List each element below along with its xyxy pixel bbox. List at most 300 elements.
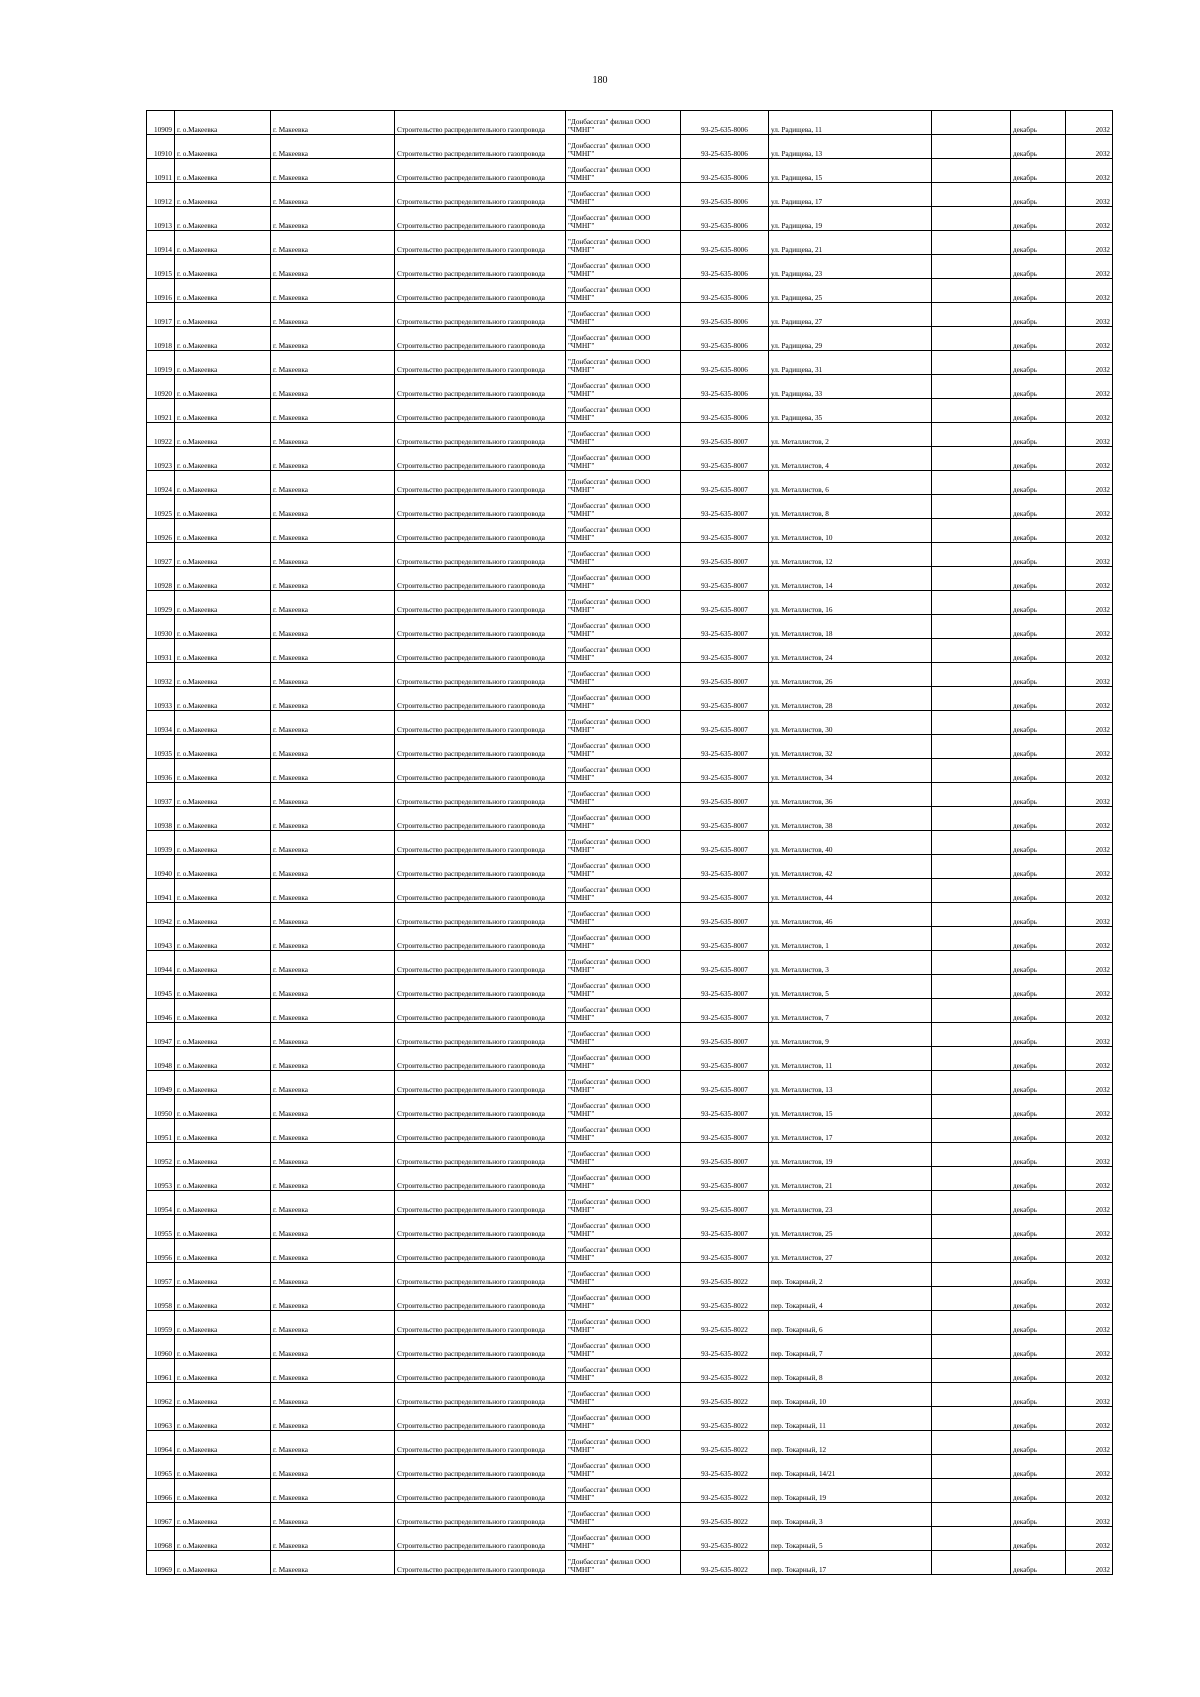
address-cell: ул. Радищева, 17: [769, 183, 932, 207]
city-cell: г. Макеевка: [271, 975, 395, 999]
work-type-cell: Строительство распределительного газопровода: [395, 927, 566, 951]
work-type-cell: Строительство распределительного газопровода: [395, 615, 566, 639]
organization-cell: "Донбассгаз" филиал ООО "ЧМНГ": [566, 327, 681, 351]
work-type-cell: Строительство распределительного газопровода: [395, 1071, 566, 1095]
city-cell: г. Макеевка: [271, 519, 395, 543]
address-cell: ул. Металлистов, 24: [769, 639, 932, 663]
object-code-cell: 93-25-635-8007: [681, 447, 769, 471]
row-number-cell: 10955: [147, 1215, 175, 1239]
organization-cell: "Донбассгаз" филиал ООО "ЧМНГ": [566, 1527, 681, 1551]
organization-cell: "Донбассгаз" филиал ООО "ЧМНГ": [566, 1071, 681, 1095]
work-type-cell: Строительство распределительного газопровода: [395, 1023, 566, 1047]
table-row: [147, 1215, 1113, 1239]
address-cell: ул. Металлистов, 6: [769, 471, 932, 495]
object-code-cell: 93-25-635-8022: [681, 1359, 769, 1383]
year-cell: 2032: [1066, 423, 1113, 447]
month-cell: декабрь: [1011, 1455, 1066, 1479]
empty-cell: [932, 495, 1011, 519]
work-type-cell: Строительство распределительного газопровода: [395, 855, 566, 879]
month-cell: декабрь: [1011, 687, 1066, 711]
work-type-cell: Строительство распределительного газопровода: [395, 1215, 566, 1239]
object-code-cell: 93-25-635-8007: [681, 1047, 769, 1071]
organization-cell: "Донбассгаз" филиал ООО "ЧМНГ": [566, 1023, 681, 1047]
address-cell: ул. Металлистов, 13: [769, 1071, 932, 1095]
row-number-cell: 10954: [147, 1191, 175, 1215]
district-cell: г. о.Макеевка: [175, 1047, 271, 1071]
district-cell: г. о.Макеевка: [175, 687, 271, 711]
month-cell: декабрь: [1011, 783, 1066, 807]
row-number-cell: 10914: [147, 231, 175, 255]
month-cell: декабрь: [1011, 735, 1066, 759]
district-cell: г. о.Макеевка: [175, 1095, 271, 1119]
year-cell: 2032: [1066, 927, 1113, 951]
district-cell: г. о.Макеевка: [175, 951, 271, 975]
object-code-cell: 93-25-635-8022: [681, 1383, 769, 1407]
object-code-cell: 93-25-635-8007: [681, 687, 769, 711]
table-row: [147, 1407, 1113, 1431]
year-cell: 2032: [1066, 1023, 1113, 1047]
work-type-cell: Строительство распределительного газопровода: [395, 1119, 566, 1143]
row-number-cell: 10948: [147, 1047, 175, 1071]
table-row: [147, 567, 1113, 591]
city-cell: г. Макеевка: [271, 1407, 395, 1431]
address-cell: пер. Токарный, 10: [769, 1383, 932, 1407]
district-cell: г. о.Макеевка: [175, 1503, 271, 1527]
row-number-cell: 10929: [147, 591, 175, 615]
object-code-cell: 93-25-635-8007: [681, 975, 769, 999]
empty-cell: [932, 663, 1011, 687]
object-code-cell: 93-25-635-8006: [681, 159, 769, 183]
work-type-cell: Строительство распределительного газопровода: [395, 1239, 566, 1263]
organization-cell: "Донбассгаз" филиал ООО "ЧМНГ": [566, 1335, 681, 1359]
work-type-cell: Строительство распределительного газопровода: [395, 1095, 566, 1119]
table-row: [147, 447, 1113, 471]
district-cell: г. о.Макеевка: [175, 447, 271, 471]
year-cell: 2032: [1066, 663, 1113, 687]
object-code-cell: 93-25-635-8006: [681, 183, 769, 207]
object-code-cell: 93-25-635-8007: [681, 783, 769, 807]
table-row: [147, 951, 1113, 975]
organization-cell: "Донбассгаз" филиал ООО "ЧМНГ": [566, 1287, 681, 1311]
month-cell: декабрь: [1011, 927, 1066, 951]
empty-cell: [932, 735, 1011, 759]
organization-cell: "Донбассгаз" филиал ООО "ЧМНГ": [566, 975, 681, 999]
work-type-cell: Строительство распределительного газопровода: [395, 1359, 566, 1383]
object-code-cell: 93-25-635-8007: [681, 1143, 769, 1167]
month-cell: декабрь: [1011, 1263, 1066, 1287]
object-code-cell: 93-25-635-8007: [681, 471, 769, 495]
address-cell: ул. Металлистов, 21: [769, 1167, 932, 1191]
empty-cell: [932, 351, 1011, 375]
work-type-cell: Строительство распределительного газопровода: [395, 735, 566, 759]
work-type-cell: Строительство распределительного газопровода: [395, 255, 566, 279]
city-cell: г. Макеевка: [271, 1335, 395, 1359]
work-type-cell: Строительство распределительного газопровода: [395, 1047, 566, 1071]
empty-cell: [932, 1407, 1011, 1431]
object-code-cell: 93-25-635-8007: [681, 1215, 769, 1239]
city-cell: г. Макеевка: [271, 231, 395, 255]
empty-cell: [932, 1335, 1011, 1359]
city-cell: г. Макеевка: [271, 1095, 395, 1119]
month-cell: декабрь: [1011, 327, 1066, 351]
city-cell: г. Макеевка: [271, 1287, 395, 1311]
year-cell: 2032: [1066, 399, 1113, 423]
organization-cell: "Донбассгаз" филиал ООО "ЧМНГ": [566, 303, 681, 327]
row-number-cell: 10950: [147, 1095, 175, 1119]
table-row: [147, 1455, 1113, 1479]
row-number-cell: 10957: [147, 1263, 175, 1287]
month-cell: декабрь: [1011, 639, 1066, 663]
table-row: [147, 495, 1113, 519]
work-type-cell: Строительство распределительного газопровода: [395, 903, 566, 927]
month-cell: декабрь: [1011, 1503, 1066, 1527]
month-cell: декабрь: [1011, 1143, 1066, 1167]
empty-cell: [932, 1479, 1011, 1503]
object-code-cell: 93-25-635-8006: [681, 255, 769, 279]
year-cell: 2032: [1066, 831, 1113, 855]
row-number-cell: 10952: [147, 1143, 175, 1167]
empty-cell: [932, 975, 1011, 999]
table-row: [147, 1191, 1113, 1215]
empty-cell: [932, 519, 1011, 543]
district-cell: г. о.Макеевка: [175, 111, 271, 135]
object-code-cell: 93-25-635-8006: [681, 231, 769, 255]
row-number-cell: 10947: [147, 1023, 175, 1047]
work-type-cell: Строительство распределительного газопровода: [395, 711, 566, 735]
work-type-cell: Строительство распределительного газопровода: [395, 471, 566, 495]
address-cell: ул. Радищева, 15: [769, 159, 932, 183]
district-cell: г. о.Макеевка: [175, 831, 271, 855]
row-number-cell: 10933: [147, 687, 175, 711]
empty-cell: [932, 1167, 1011, 1191]
object-code-cell: 93-25-635-8006: [681, 111, 769, 135]
organization-cell: "Донбассгаз" филиал ООО "ЧМНГ": [566, 423, 681, 447]
address-cell: ул. Металлистов, 44: [769, 879, 932, 903]
organization-cell: "Донбассгаз" филиал ООО "ЧМНГ": [566, 1143, 681, 1167]
district-cell: г. о.Макеевка: [175, 495, 271, 519]
empty-cell: [932, 1311, 1011, 1335]
work-type-cell: Строительство распределительного газопровода: [395, 567, 566, 591]
organization-cell: "Донбассгаз" филиал ООО "ЧМНГ": [566, 1119, 681, 1143]
work-type-cell: Строительство распределительного газопровода: [395, 1407, 566, 1431]
city-cell: г. Макеевка: [271, 711, 395, 735]
organization-cell: "Донбассгаз" филиал ООО "ЧМНГ": [566, 1311, 681, 1335]
address-cell: ул. Металлистов, 32: [769, 735, 932, 759]
table-row: [147, 1503, 1113, 1527]
year-cell: 2032: [1066, 1407, 1113, 1431]
city-cell: г. Макеевка: [271, 543, 395, 567]
district-cell: г. о.Макеевка: [175, 735, 271, 759]
table-row: [147, 1239, 1113, 1263]
address-cell: ул. Металлистов, 26: [769, 663, 932, 687]
district-cell: г. о.Макеевка: [175, 711, 271, 735]
object-code-cell: 93-25-635-8007: [681, 639, 769, 663]
year-cell: 2032: [1066, 903, 1113, 927]
month-cell: декабрь: [1011, 591, 1066, 615]
row-number-cell: 10940: [147, 855, 175, 879]
address-cell: ул. Радищева, 35: [769, 399, 932, 423]
city-cell: г. Макеевка: [271, 447, 395, 471]
address-cell: ул. Металлистов, 8: [769, 495, 932, 519]
object-code-cell: 93-25-635-8007: [681, 735, 769, 759]
district-cell: г. о.Макеевка: [175, 999, 271, 1023]
month-cell: декабрь: [1011, 495, 1066, 519]
object-code-cell: 93-25-635-8007: [681, 879, 769, 903]
empty-cell: [932, 423, 1011, 447]
district-cell: г. о.Макеевка: [175, 783, 271, 807]
object-code-cell: 93-25-635-8022: [681, 1527, 769, 1551]
organization-cell: "Донбассгаз" филиал ООО "ЧМНГ": [566, 591, 681, 615]
month-cell: декабрь: [1011, 1407, 1066, 1431]
address-cell: пер. Токарный, 11: [769, 1407, 932, 1431]
work-type-cell: Строительство распределительного газопровода: [395, 159, 566, 183]
object-code-cell: 93-25-635-8007: [681, 495, 769, 519]
city-cell: г. Макеевка: [271, 663, 395, 687]
row-number-cell: 10965: [147, 1455, 175, 1479]
address-cell: ул. Металлистов, 16: [769, 591, 932, 615]
address-cell: ул. Радищева, 27: [769, 303, 932, 327]
city-cell: г. Макеевка: [271, 903, 395, 927]
year-cell: 2032: [1066, 687, 1113, 711]
work-type-cell: Строительство распределительного газопровода: [395, 1143, 566, 1167]
month-cell: декабрь: [1011, 1335, 1066, 1359]
month-cell: декабрь: [1011, 711, 1066, 735]
work-type-cell: Строительство распределительного газопровода: [395, 1167, 566, 1191]
district-cell: г. о.Макеевка: [175, 351, 271, 375]
year-cell: 2032: [1066, 807, 1113, 831]
work-type-cell: Строительство распределительного газопровода: [395, 1287, 566, 1311]
table-row: [147, 159, 1113, 183]
month-cell: декабрь: [1011, 375, 1066, 399]
work-type-cell: Строительство распределительного газопровода: [395, 519, 566, 543]
table-row: [147, 183, 1113, 207]
row-number-cell: 10941: [147, 879, 175, 903]
object-code-cell: 93-25-635-8007: [681, 807, 769, 831]
year-cell: 2032: [1066, 615, 1113, 639]
district-cell: г. о.Макеевка: [175, 279, 271, 303]
city-cell: г. Макеевка: [271, 1191, 395, 1215]
year-cell: 2032: [1066, 1431, 1113, 1455]
table-row: [147, 423, 1113, 447]
table-row: [147, 831, 1113, 855]
address-cell: ул. Металлистов, 14: [769, 567, 932, 591]
object-code-cell: 93-25-635-8006: [681, 135, 769, 159]
month-cell: декабрь: [1011, 879, 1066, 903]
city-cell: г. Макеевка: [271, 1263, 395, 1287]
row-number-cell: 10926: [147, 519, 175, 543]
year-cell: 2032: [1066, 279, 1113, 303]
row-number-cell: 10943: [147, 927, 175, 951]
row-number-cell: 10949: [147, 1071, 175, 1095]
object-code-cell: 93-25-635-8006: [681, 375, 769, 399]
organization-cell: "Донбассгаз" филиал ООО "ЧМНГ": [566, 903, 681, 927]
table-body: [147, 111, 1113, 1575]
object-code-cell: 93-25-635-8006: [681, 207, 769, 231]
work-type-cell: Строительство распределительного газопровода: [395, 1191, 566, 1215]
district-cell: г. о.Макеевка: [175, 1311, 271, 1335]
city-cell: г. Макеевка: [271, 183, 395, 207]
city-cell: г. Макеевка: [271, 1215, 395, 1239]
work-type-cell: Строительство распределительного газопровода: [395, 1311, 566, 1335]
year-cell: 2032: [1066, 1503, 1113, 1527]
row-number-cell: 10959: [147, 1311, 175, 1335]
month-cell: декабрь: [1011, 663, 1066, 687]
organization-cell: "Донбассгаз" филиал ООО "ЧМНГ": [566, 1191, 681, 1215]
address-cell: ул. Металлистов, 25: [769, 1215, 932, 1239]
district-cell: г. о.Макеевка: [175, 975, 271, 999]
work-type-cell: Строительство распределительного газопровода: [395, 207, 566, 231]
organization-cell: "Донбассгаз" филиал ООО "ЧМНГ": [566, 231, 681, 255]
address-cell: пер. Токарный, 17: [769, 1551, 932, 1575]
organization-cell: "Донбассгаз" филиал ООО "ЧМНГ": [566, 495, 681, 519]
district-cell: г. о.Макеевка: [175, 1455, 271, 1479]
month-cell: декабрь: [1011, 1023, 1066, 1047]
year-cell: 2032: [1066, 1167, 1113, 1191]
row-number-cell: 10928: [147, 567, 175, 591]
month-cell: декабрь: [1011, 999, 1066, 1023]
row-number-cell: 10924: [147, 471, 175, 495]
month-cell: декабрь: [1011, 567, 1066, 591]
table-row: [147, 1335, 1113, 1359]
district-cell: г. о.Макеевка: [175, 471, 271, 495]
organization-cell: "Донбассгаз" филиал ООО "ЧМНГ": [566, 1167, 681, 1191]
city-cell: г. Макеевка: [271, 399, 395, 423]
month-cell: декабрь: [1011, 1383, 1066, 1407]
organization-cell: "Донбассгаз" филиал ООО "ЧМНГ": [566, 399, 681, 423]
year-cell: 2032: [1066, 1311, 1113, 1335]
month-cell: декабрь: [1011, 1071, 1066, 1095]
city-cell: г. Макеевка: [271, 1239, 395, 1263]
city-cell: г. Макеевка: [271, 351, 395, 375]
city-cell: г. Макеевка: [271, 423, 395, 447]
city-cell: г. Макеевка: [271, 111, 395, 135]
city-cell: г. Макеевка: [271, 1047, 395, 1071]
city-cell: г. Макеевка: [271, 639, 395, 663]
address-cell: ул. Радищева, 19: [769, 207, 932, 231]
year-cell: 2032: [1066, 783, 1113, 807]
table-row: [147, 591, 1113, 615]
district-cell: г. о.Макеевка: [175, 1263, 271, 1287]
organization-cell: "Донбассгаз" филиал ООО "ЧМНГ": [566, 375, 681, 399]
district-cell: г. о.Макеевка: [175, 375, 271, 399]
empty-cell: [932, 1431, 1011, 1455]
district-cell: г. о.Макеевка: [175, 1143, 271, 1167]
table-row: [147, 207, 1113, 231]
work-type-cell: Строительство распределительного газопровода: [395, 591, 566, 615]
year-cell: 2032: [1066, 711, 1113, 735]
empty-cell: [932, 1263, 1011, 1287]
table-row: [147, 1431, 1113, 1455]
organization-cell: "Донбассгаз" филиал ООО "ЧМНГ": [566, 183, 681, 207]
table-row: [147, 1143, 1113, 1167]
month-cell: декабрь: [1011, 1095, 1066, 1119]
district-cell: г. о.Макеевка: [175, 1431, 271, 1455]
row-number-cell: 10969: [147, 1551, 175, 1575]
district-cell: г. о.Макеевка: [175, 639, 271, 663]
empty-cell: [932, 183, 1011, 207]
month-cell: декабрь: [1011, 399, 1066, 423]
city-cell: г. Макеевка: [271, 303, 395, 327]
month-cell: декабрь: [1011, 255, 1066, 279]
object-code-cell: 93-25-635-8007: [681, 711, 769, 735]
district-cell: г. о.Макеевка: [175, 807, 271, 831]
row-number-cell: 10909: [147, 111, 175, 135]
work-type-cell: Строительство распределительного газопровода: [395, 1479, 566, 1503]
table-row: [147, 471, 1113, 495]
row-number-cell: 10913: [147, 207, 175, 231]
year-cell: 2032: [1066, 1047, 1113, 1071]
table-row: [147, 855, 1113, 879]
row-number-cell: 10912: [147, 183, 175, 207]
address-cell: ул. Металлистов, 28: [769, 687, 932, 711]
month-cell: декабрь: [1011, 1047, 1066, 1071]
month-cell: декабрь: [1011, 1215, 1066, 1239]
table-row: [147, 639, 1113, 663]
month-cell: декабрь: [1011, 1527, 1066, 1551]
city-cell: г. Макеевка: [271, 279, 395, 303]
address-cell: ул. Радищева, 21: [769, 231, 932, 255]
row-number-cell: 10938: [147, 807, 175, 831]
organization-cell: "Донбассгаз" филиал ООО "ЧМНГ": [566, 1047, 681, 1071]
row-number-cell: 10961: [147, 1359, 175, 1383]
month-cell: декабрь: [1011, 183, 1066, 207]
year-cell: 2032: [1066, 207, 1113, 231]
table-row: [147, 711, 1113, 735]
organization-cell: "Донбассгаз" филиал ООО "ЧМНГ": [566, 111, 681, 135]
organization-cell: "Донбассгаз" филиал ООО "ЧМНГ": [566, 159, 681, 183]
organization-cell: "Донбассгаз" филиал ООО "ЧМНГ": [566, 1503, 681, 1527]
work-type-cell: Строительство распределительного газопровода: [395, 1431, 566, 1455]
address-cell: ул. Металлистов, 15: [769, 1095, 932, 1119]
city-cell: г. Макеевка: [271, 615, 395, 639]
work-type-cell: Строительство распределительного газопровода: [395, 303, 566, 327]
table-row: [147, 1383, 1113, 1407]
address-cell: ул. Радищева, 23: [769, 255, 932, 279]
city-cell: г. Макеевка: [271, 1311, 395, 1335]
address-cell: пер. Токарный, 19: [769, 1479, 932, 1503]
object-code-cell: 93-25-635-8022: [681, 1479, 769, 1503]
district-cell: г. о.Макеевка: [175, 1359, 271, 1383]
district-cell: г. о.Макеевка: [175, 1023, 271, 1047]
organization-cell: "Донбассгаз" филиал ООО "ЧМНГ": [566, 759, 681, 783]
city-cell: г. Макеевка: [271, 1503, 395, 1527]
empty-cell: [932, 375, 1011, 399]
month-cell: декабрь: [1011, 855, 1066, 879]
row-number-cell: 10932: [147, 663, 175, 687]
address-cell: ул. Радищева, 31: [769, 351, 932, 375]
district-cell: г. о.Макеевка: [175, 1191, 271, 1215]
row-number-cell: 10960: [147, 1335, 175, 1359]
district-cell: г. о.Макеевка: [175, 1383, 271, 1407]
address-cell: ул. Металлистов, 4: [769, 447, 932, 471]
month-cell: декабрь: [1011, 903, 1066, 927]
address-cell: пер. Токарный, 8: [769, 1359, 932, 1383]
table-row: [147, 615, 1113, 639]
organization-cell: "Донбассгаз" филиал ООО "ЧМНГ": [566, 951, 681, 975]
empty-cell: [932, 1503, 1011, 1527]
table-row: [147, 759, 1113, 783]
table-row: [147, 783, 1113, 807]
organization-cell: "Донбассгаз" филиал ООО "ЧМНГ": [566, 735, 681, 759]
year-cell: 2032: [1066, 1479, 1113, 1503]
work-type-cell: Строительство распределительного газопровода: [395, 999, 566, 1023]
address-cell: пер. Токарный, 14/21: [769, 1455, 932, 1479]
year-cell: 2032: [1066, 1455, 1113, 1479]
table-row: [147, 1551, 1113, 1575]
object-code-cell: 93-25-635-8007: [681, 1095, 769, 1119]
month-cell: декабрь: [1011, 759, 1066, 783]
address-cell: пер. Токарный, 12: [769, 1431, 932, 1455]
